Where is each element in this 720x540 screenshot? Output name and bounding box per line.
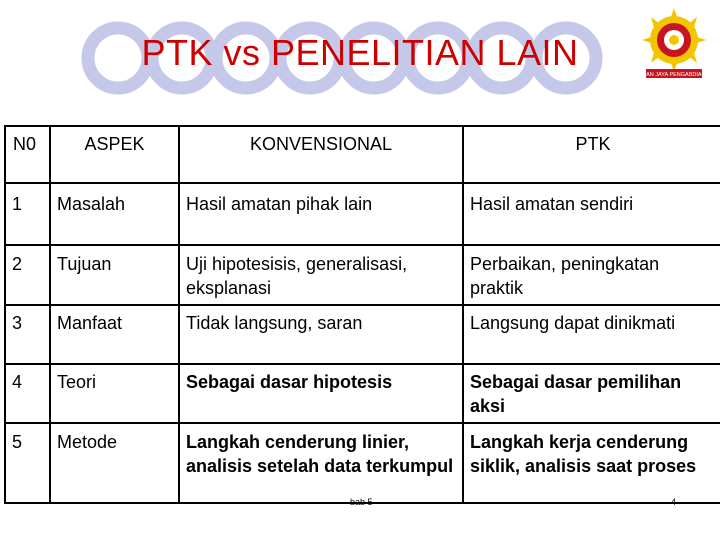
comparison-table <box>4 125 720 504</box>
table-row <box>5 423 720 503</box>
row-no: 4 <box>5 364 50 423</box>
row-no: 3 <box>5 305 50 364</box>
table-header-row <box>5 126 720 183</box>
row-aspek: Manfaat <box>50 305 179 364</box>
row-no: 2 <box>5 245 50 305</box>
header-no: N0 <box>5 126 50 183</box>
row-ptk: Perbaikan, peningkatan praktik <box>463 245 720 305</box>
table-row <box>5 245 720 305</box>
row-konvensional: Hasil amatan pihak lain <box>179 183 463 245</box>
row-aspek: Metode <box>50 423 179 503</box>
row-konvensional: Sebagai dasar hipotesis <box>179 364 463 423</box>
row-no: 5 <box>5 423 50 503</box>
table-row <box>5 364 720 423</box>
row-no: 1 <box>5 183 50 245</box>
row-konvensional: Tidak langsung, saran <box>179 305 463 364</box>
row-ptk: Langsung dapat dinikmati <box>463 305 720 364</box>
row-konvensional: Uji hipotesisis, generalisasi, eksplanasi <box>179 245 463 305</box>
chapter-label: bab 5 <box>350 497 373 507</box>
university-logo <box>634 6 714 80</box>
header-aspek: ASPEK <box>50 126 179 183</box>
row-ptk: Langkah kerja cenderung siklik, analisis saat proses <box>463 423 720 503</box>
slide-title: PTK vs PENELITIAN LAIN <box>141 32 579 73</box>
table-row <box>5 183 720 245</box>
row-ptk: Sebagai dasar pemilihan aksi <box>463 364 720 423</box>
page-number: 4 <box>671 497 677 507</box>
row-konvensional: Langkah cenderung linier, analisis setelah data terkumpul <box>179 423 463 503</box>
row-ptk: Hasil amatan sendiri <box>463 183 720 245</box>
row-aspek: Tujuan <box>50 245 179 305</box>
logo-caption: SAN JAYA PENGABDIAN <box>642 72 706 78</box>
row-aspek: Teori <box>50 364 179 423</box>
header-ptk: PTK <box>463 126 720 183</box>
table-row <box>5 305 720 364</box>
header-konvensional: KONVENSIONAL <box>179 126 463 183</box>
row-aspek: Masalah <box>50 183 179 245</box>
